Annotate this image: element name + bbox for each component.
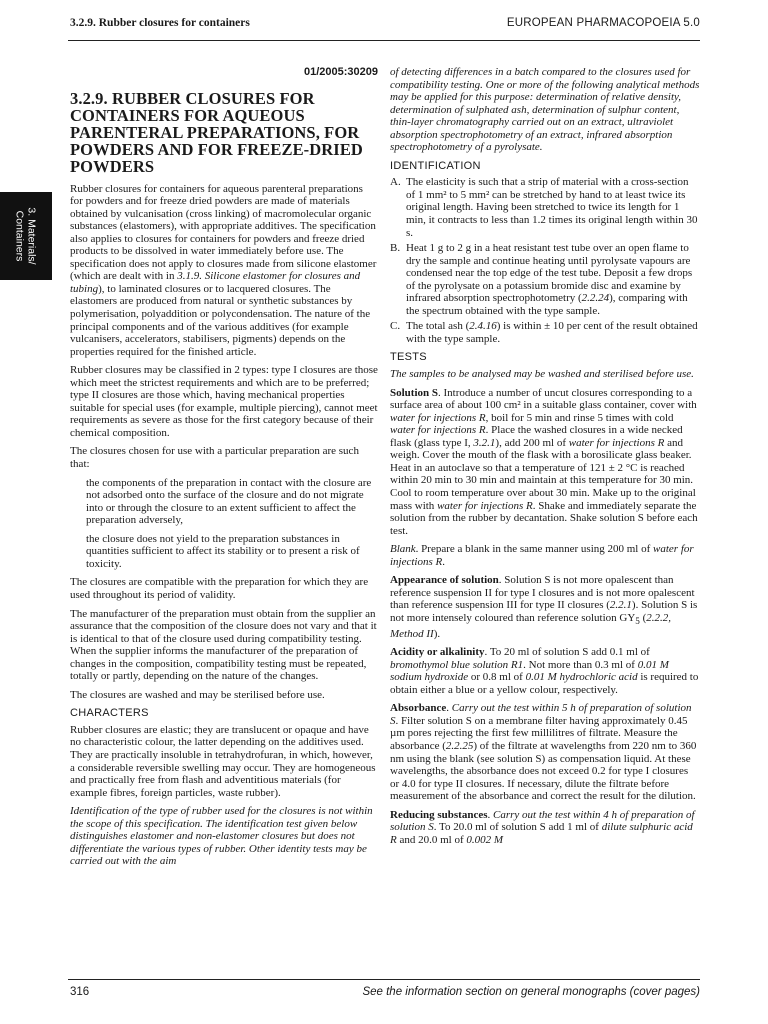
identification-note: Identification of the type of rubber used for the closures is not within the scope of this specification. The identification test given below distinguishes elastomer and non-elastomer closures but does not differentiate the various types of rubber. Other identity tests may be carried out with the aim <box>70 805 373 868</box>
cross-reference[interactable]: 2.2.25 <box>445 739 474 752</box>
identification-heading: IDENTIFICATION <box>390 159 481 172</box>
identification-item-c: C. The total ash (2.4.16) is within ± 10 per cent of the result obtained with the type sample. <box>390 320 698 345</box>
left-column <box>70 66 378 874</box>
solution-s-paragraph: Solution S. Introduce a number of uncut closures corresponding to a surface area of about 100 cm² in a suitable glass container, cover with water for injections R, boil for 5 min and rinse 5 times with cold water for injections R. Place the washed closures in a wide necked flask (glass type I, 3.2.1), add 200 ml of water for injections R and weigh. Cover the mouth of the flask with a borosilicate glass beaker. Heat in an autoclave so that a temperature of 121 ± 2 °C is reached within 20 min to 30 min and maintain at this temperature for 30 min. Cool to room temperature over about 30 min. Make up to the original mass with water for injections R. Shake and immediately separate the solution from the rubber by decantation. Shake solution S before each test. <box>390 386 698 537</box>
tests-heading: TESTS <box>390 351 427 364</box>
monograph-reference: 01/2005:30209 <box>303 66 378 78</box>
footer-divider <box>68 979 700 980</box>
cross-reference[interactable]: 2.2.1 <box>609 599 632 612</box>
requirement-item: the closure does not yield to the preparation substances in quantities sufficient to affect its stability or to present a risk of toxicity. <box>86 532 360 570</box>
classification-paragraph: Rubber closures may be classified in 2 types: type I closures are those which meet the strictest requirements and which are to be preferred; type II closures are those which, having mechanical properties suitable for special uses (for example, multiple piercing), cannot meet requirements as severe as those for the first category because of their chemical composition. <box>70 364 378 439</box>
section-thumb-tab <box>0 192 52 280</box>
acidity-paragraph: Acidity or alkalinity. To 20 ml of solution S add 0.1 ml of bromothymol blue solution R1. Not more than 0.3 ml of 0.01 M sodium hydroxide or 0.8 ml of 0.01 M hydrochloric acid is required to obtain either a blue or a yellow colour, respectively. <box>390 646 699 696</box>
section-tab-line1: 3. Materials/ <box>26 207 38 265</box>
cross-reference[interactable]: 2.2.24 <box>581 292 610 305</box>
compatibility-paragraph: The closures are compatible with the preparation for which they are used throughout its period of validity. <box>70 576 369 601</box>
section-tab-line2: Containers <box>14 210 26 262</box>
reducing-substances-paragraph: Reducing substances. Carry out the test within 4 h of preparation of solution S. To 20.0 ml of solution S add 1 ml of dilute sulphuric acid R and 20.0 ml of 0.002 M <box>390 808 695 846</box>
cross-reference[interactable]: 2.2.2, Method II <box>390 611 672 640</box>
washing-paragraph: The closures are washed and may be sterilised before use. <box>70 688 325 701</box>
blank-paragraph: Blank. Prepare a blank in the same manner using 200 ml of water for injections R. <box>390 543 694 568</box>
absorbance-paragraph: Absorbance. Carry out the test within 5 h of preparation of solution S. Filter solution S on a membrane filter having approximately 0.45 µm pores rejecting the first few millilitres of filtrate. Measure the absorbance (2.2.25) of the filtrate at wavelengths from 220 nm to 360 nm using the blank (see solution S) as compensation liquid. At these wavelengths, the absorbance does not exceed 0.2 for type I closures or 4.0 for type II closures. If necessary, dilute the filtrate before measurement of the absorbance and correct the result for the dilution. <box>390 702 697 803</box>
cross-reference[interactable]: 3.1.9. Silicone elastomer for closures and tubing <box>70 270 361 295</box>
identification-item-a: A. The elasticity is such that a strip of material with a cross-section of 1 mm² to 5 mm² can be stretched by hand to at least twice its original length. Having been stretched to twice its length for 1 min, it contracts to less than 1.2 times its original length within 30 s. <box>390 176 698 239</box>
monograph-title: 3.2.9. RUBBER CLOSURES FOR CONTAINERS FOR AQUEOUS PARENTERAL PREPARATIONS, FOR POWDERS AND FOR FREEZE-DRIED POWDERS <box>70 88 363 176</box>
page-number: 316 <box>70 986 90 998</box>
running-header-publication: EUROPEAN PHARMACOPOEIA 5.0 <box>506 17 700 29</box>
cross-reference[interactable]: 3.2.1 <box>473 436 496 449</box>
right-column <box>390 66 700 852</box>
footer-note: See the information section on general monographs (cover pages) <box>362 986 700 998</box>
appearance-paragraph: Appearance of solution. Solution S is not more opalescent than reference suspension II for type I closures and is not more opalescent than reference suspension III for type II closures (2.2.1). Solution S is not more intensely coloured than reference solution $GY_5$ (2.2.2, Method II). <box>390 574 698 640</box>
intro-paragraph: Rubber closures for containers for aqueous parenteral preparations for powders and for freeze dried powders are made of materials obtained by vulcanisation (cross linking) of macromolecular organic substances (elastomers), with appropriate additives. The specification also applies to closures for containers for powders and freeze dried products to be dissolved in water immediately before use. The specification does not apply to closures made from silicone elastomer (which are dealt with in 3.1.9. Silicone elastomer for closures and tubing), to laminated closures or to lacquered closures. The elastomers are produced from natural or synthetic substances by polymerisation, polyaddition or polycondensation. The nature of the principal components and of the various additives (for example vulcanisers, accelerators, stabilisers, pigments) depends on the properties required for the finished article. <box>70 182 377 358</box>
cross-reference[interactable]: 2.4.16 <box>469 320 497 333</box>
selection-paragraph: The closures chosen for use with a particular preparation are such that: <box>70 445 359 471</box>
characters-heading: CHARACTERS <box>70 707 149 720</box>
characters-paragraph: Rubber closures are elastic; they are translucent or opaque and have no characteristic colour, the latter depending on the additives used. They are practically insoluble in tetrahydrofuran, in which, however, a considerable reversible swelling may occur. They are homogeneous and practically free from flash and adventitious materials (for example fibres, foreign particles, waste rubber). <box>70 723 376 799</box>
identification-note-continued: of detecting differences in a batch compared to the closures used for compatibility testing. One or more of the following analytical methods may be applied for this purpose: determination of relative density, determination of sulphated ash, determination of sulphur content, thin-layer chromatography carried out on an extract, ultraviolet absorption spectrophotometry of an extract, infrared absorption spectrophotometry of a pyrolysate. <box>390 66 700 154</box>
identification-item-b: B. Heat 1 g to 2 g in a heat resistant test tube over an open flame to dry the sample and continue heating until pyrolysate vapours are condensed near the top edge of the test tube. Deposit a few drops of the pyrolysate on a potassium bromide disc and examine by infrared absorption spectrophotometry (2.2.24), comparing with the spectrum obtained with the type sample. <box>390 242 693 317</box>
requirement-item: the components of the preparation in contact with the closure are not adsorbed onto the surface of the closure and do not migrate into or through the closure to an extent sufficient to affect the preparation adversely, <box>86 476 372 527</box>
supplier-paragraph: The manufacturer of the preparation must obtain from the supplier an assurance that the composition of the closure does not vary and that it is identical to that of the closure used during compatibility testing. When the supplier informs the manufacturer of the preparation of changes in the composition, compatibility testing must be repeated, totally or partly, depending on the nature of the changes. <box>70 607 377 683</box>
running-header-title: 3.2.9. Rubber closures for containers <box>70 17 250 29</box>
header-divider <box>68 40 700 41</box>
tests-intro: The samples to be analysed may be washed and sterilised before use. <box>390 368 694 381</box>
